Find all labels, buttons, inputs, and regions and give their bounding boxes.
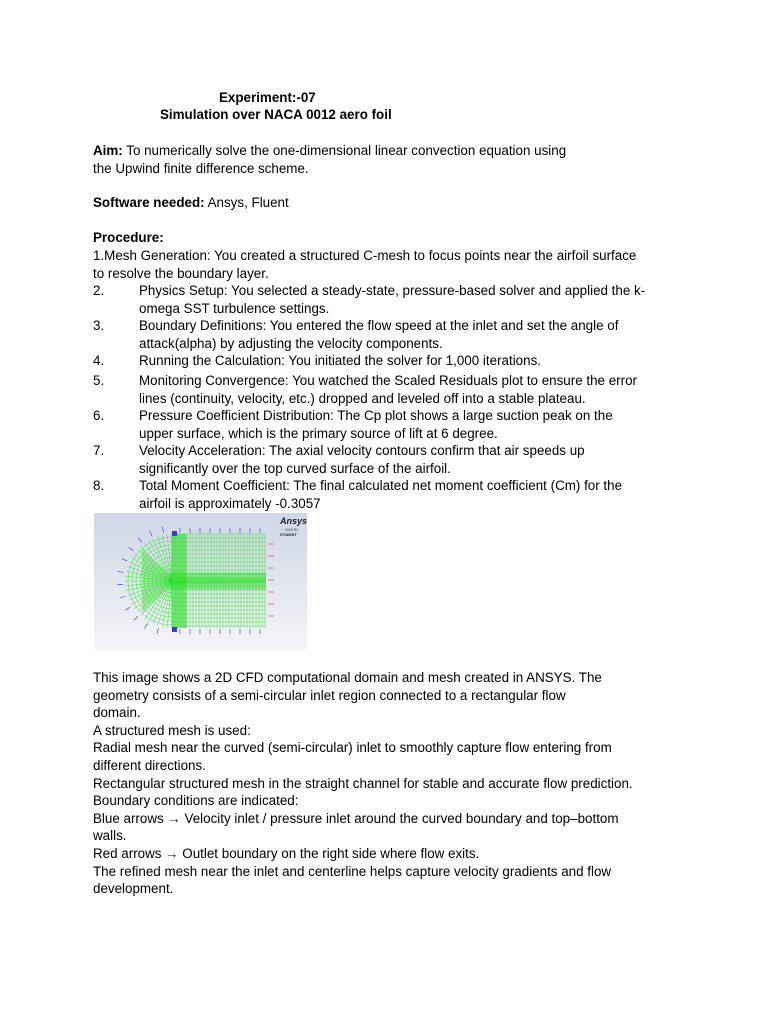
step-text-line2: attack(alpha) by adjusting the velocity components. (139, 335, 443, 351)
procedure-heading: Procedure: (93, 230, 164, 245)
step-text-line2: to resolve the boundary layer. (93, 265, 269, 281)
description-line: The refined mesh near the inlet and centerline helps capture velocity gradients and flow (93, 863, 612, 879)
procedure-step-1 (93, 247, 693, 282)
description-line: A structured mesh is used: (93, 722, 251, 738)
step-text-line1: 1.Mesh Generation: You created a structured C-mesh to focus points near the airfoil surface (93, 248, 637, 263)
description-line: This image shows a 2D CFD computational domain and mesh created in ANSYS. The (93, 670, 602, 685)
figure-description (93, 669, 683, 898)
description-line: Blue arrows → Velocity inlet / pressure inlet around the curved boundary and top–bottom (93, 810, 619, 826)
step-number: 6. (93, 408, 105, 423)
step-number: 5. (93, 373, 105, 388)
description-line: Red arrows → Outlet boundary on the right side where flow exits. (93, 845, 480, 861)
step-number: 2. (93, 283, 105, 298)
step-text-line2: significantly over the top curved surface of the airfoil. (139, 460, 451, 476)
software-label: Software needed: (93, 195, 205, 210)
description-line: different directions. (93, 757, 206, 773)
description-line: domain. (93, 705, 141, 721)
step-number: 3. (93, 318, 105, 333)
description-line: development. (93, 881, 174, 897)
step-text-line1: Running the Calculation: You initiated the solver for 1,000 iterations. (139, 353, 541, 368)
description-line: Boundary conditions are indicated: (93, 793, 299, 809)
step-text-line1: Velocity Acceleration: The axial velocity contours confirm that air speeds up (139, 443, 585, 458)
step-number: 7. (93, 443, 105, 458)
step-text-line1: Total Moment Coefficient: The final calculated net moment coefficient (Cm) for the (139, 478, 623, 493)
experiment-title: Simulation over NACA 0012 aero foil (160, 107, 392, 122)
experiment-number: Experiment:-07 (219, 90, 316, 105)
software-value: Ansys, Fluent (204, 195, 289, 210)
aim-label: Aim: (93, 143, 123, 158)
ansys-logo: Ansys (280, 516, 307, 526)
step-text-line1: Physics Setup: You selected a steady-state, pressure-based solver and applied the k- (139, 283, 646, 298)
step-number: 4. (93, 353, 105, 368)
step-text-line1: Pressure Coefficient Distribution: The Cp plot shows a large suction peak on the (139, 408, 613, 423)
step-text-line2: upper surface, which is the primary source of lift at 6 degree. (139, 425, 498, 441)
aim-section (93, 142, 693, 177)
step-text-line2: omega SST turbulence settings. (139, 300, 330, 316)
aim-text-line2: the Upwind finite difference scheme. (93, 160, 309, 176)
mesh-figure (94, 513, 307, 650)
step-text-line1: Monitoring Convergence: You watched the Scaled Residuals plot to ensure the error (139, 373, 637, 388)
ansys-edition: 2023 R2 (285, 528, 299, 532)
step-number: 8. (93, 478, 105, 493)
description-line: Radial mesh near the curved (semi-circular) inlet to smoothly capture flow entering from (93, 740, 612, 756)
step-text-line1: Boundary Definitions: You entered the flow speed at the inlet and set the angle of (139, 318, 619, 333)
description-line: geometry consists of a semi-circular inlet region connected to a rectangular flow (93, 687, 566, 703)
description-line: walls. (93, 828, 127, 844)
step-text-line2: lines (continuity, velocity, etc.) dropped and leveled off into a stable plateau. (139, 390, 586, 406)
software-section (93, 194, 693, 212)
step-text-line2: airfoil is approximately -0.3057 (139, 495, 321, 511)
ansys-student-label: STUDENT (280, 533, 297, 537)
description-line: Rectangular structured mesh in the straight channel for stable and accurate flow prediction. (93, 775, 633, 791)
aim-text-line1: To numerically solve the one-dimensional linear convection equation using (122, 143, 567, 158)
